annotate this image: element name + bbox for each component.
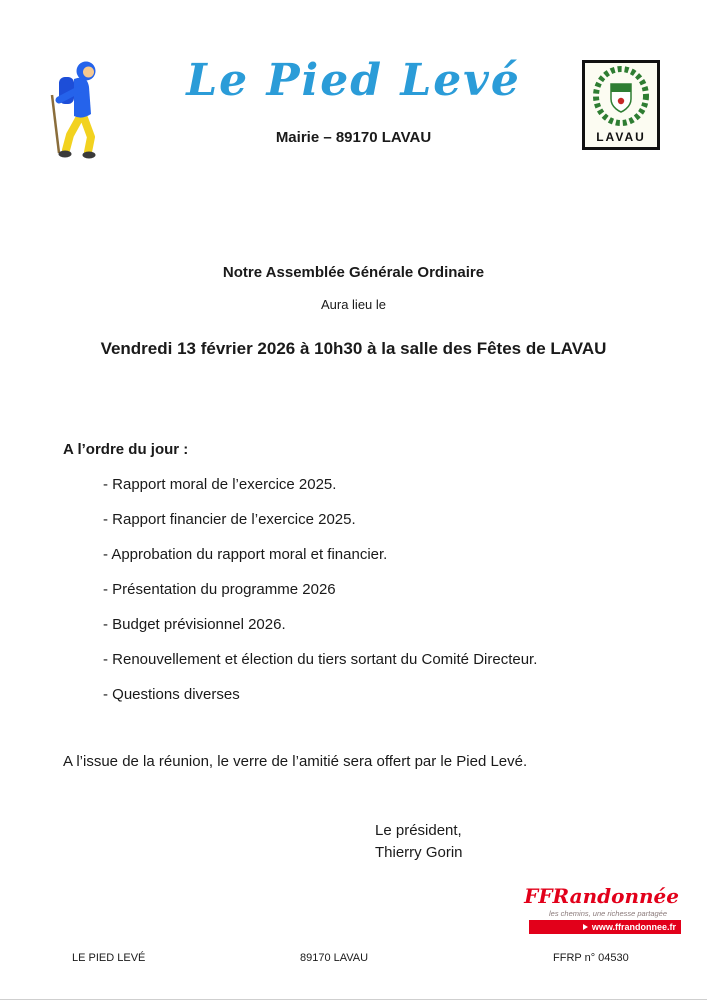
footer-ffrp-number: FFRP n° 04530 <box>553 952 629 964</box>
agenda-item: - Rapport financier de l’exercice 2025. <box>103 511 356 528</box>
agenda-item: - Renouvellement et élection du tiers sortant du Comité Directeur. <box>103 651 538 668</box>
ffrandonnee-brand: FFRandonnée <box>524 884 679 908</box>
agenda-item: - Budget prévisionnel 2026. <box>103 616 286 633</box>
club-address: Mairie – 89170 LAVAU <box>275 129 432 146</box>
ffrandonnee-logo <box>524 878 681 934</box>
agenda-item: - Questions diverses <box>103 686 240 703</box>
meeting-title: Notre Assemblée Générale Ordinaire <box>222 264 485 281</box>
signature-role: Le président, <box>375 822 462 839</box>
ffrandonnee-logo-top <box>524 878 681 908</box>
ffrandonnee-url: www.ffrandonnee.fr <box>591 922 676 932</box>
club-name: Le Pied Levé <box>186 55 521 106</box>
ffrandonnee-url-bar <box>529 920 681 934</box>
agenda-item: - Rapport moral de l’exercice 2025. <box>103 476 337 493</box>
meeting-datetime: Vendredi 13 février 2026 à 10h30 à la salle des Fêtes de LAVAU <box>100 339 607 358</box>
closing-line: A l’issue de la réunion, le verre de l’amitié sera offert par le Pied Levé. <box>63 753 528 770</box>
footer-location: 89170 LAVAU <box>300 952 369 964</box>
arrow-icon <box>583 924 588 930</box>
agenda-item: - Approbation du rapport moral et financier. <box>103 546 388 563</box>
agenda-heading: A l’ordre du jour : <box>63 441 189 458</box>
footer-club-name: LE PIED LEVÉ <box>72 952 146 964</box>
crest-icon <box>582 60 660 150</box>
signature-block <box>375 820 463 864</box>
ffrandonnee-tagline: les chemins, une richesse partagée <box>549 909 667 918</box>
agenda-item: - Présentation du programme 2026 <box>103 581 336 598</box>
lavau-crest <box>582 60 660 155</box>
agenda-list <box>103 475 667 705</box>
signature-name: Thierry Gorin <box>375 844 463 861</box>
meeting-lead: Aura lieu le <box>320 297 387 312</box>
crest-caption: LAVAU <box>596 130 646 144</box>
